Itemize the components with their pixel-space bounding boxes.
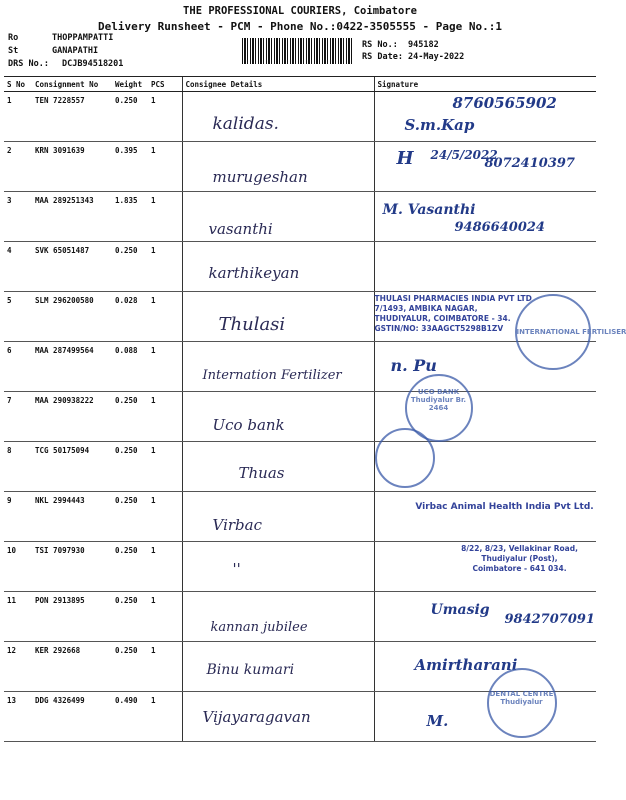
sno-cell: 13 <box>4 692 32 742</box>
col-sno: S No <box>4 77 32 92</box>
rs-date-value: 24-May-2022 <box>408 52 465 62</box>
table-row <box>4 92 596 142</box>
weight-cell: 0.250 <box>112 592 148 642</box>
consignment-cell: NKL 2994443 <box>32 492 112 542</box>
pcs-cell: 1 <box>148 192 182 242</box>
uco-stamp-place: Thudiyalur Br. <box>410 396 467 404</box>
consignee-cell <box>182 92 374 142</box>
consignee-cell <box>182 342 374 392</box>
consignee-cell <box>182 642 374 692</box>
consignee-cell <box>182 442 374 492</box>
sno-cell: 9 <box>4 492 32 542</box>
signature-cell <box>374 692 596 742</box>
consignment-cell: MAA 290938222 <box>32 392 112 442</box>
weight-cell: 0.250 <box>112 92 148 142</box>
pcs-cell: 1 <box>148 92 182 142</box>
signature-mark: H <box>396 148 414 169</box>
sno-cell: 5 <box>4 292 32 342</box>
consignment-cell: DDG 4326499 <box>32 692 112 742</box>
ro-value: THOPPAMPATTI <box>52 33 114 43</box>
table-row <box>4 292 596 342</box>
consignment-cell: MAA 289251343 <box>32 192 112 242</box>
consignee-handwriting: Vijayaragavan <box>202 708 311 726</box>
col-pcs: PCS <box>148 77 182 92</box>
pcs-cell: 1 <box>148 692 182 742</box>
signature-cell <box>374 642 596 692</box>
dental-stamp-place: Thudiyalur <box>500 698 543 706</box>
signature-scribble: Umasig <box>430 602 490 618</box>
signature-scribble: M. <box>426 712 449 730</box>
sno-cell: 8 <box>4 442 32 492</box>
virbac-stamp <box>415 502 595 512</box>
virbac-address-2: Thudiyalur (Post), <box>481 554 558 563</box>
dental-stamp-name: DENTAL CENTRE <box>489 690 554 698</box>
consignment-cell: TSI 7097930 <box>32 542 112 592</box>
signature-scribble: Amirtharani <box>414 656 518 674</box>
table-row <box>4 342 596 392</box>
table-row <box>4 142 596 192</box>
consignee-handwriting: Uco bank <box>212 416 285 434</box>
weight-cell: 0.250 <box>112 642 148 692</box>
st-label: St <box>8 46 19 56</box>
consignment-cell: KER 292668 <box>32 642 112 692</box>
stamp-address-2: THUDIYALUR, COIMBATORE - 34. <box>374 314 511 323</box>
weight-cell: 0.250 <box>112 542 148 592</box>
consignee-cell <box>182 292 374 342</box>
sno-cell: 10 <box>4 542 32 592</box>
consignee-cell <box>182 142 374 192</box>
consignee-handwriting: Thuas <box>238 464 285 482</box>
consignment-cell: KRN 3091639 <box>32 142 112 192</box>
col-signature: Signature <box>374 77 596 92</box>
uco-stamp-code: 2464 <box>428 404 449 412</box>
dental-centre-stamp <box>487 668 557 738</box>
virbac-address-1: 8/22, 8/23, Vellakinar Road, <box>461 544 578 553</box>
weight-cell: 1.835 <box>112 192 148 242</box>
consignee-cell <box>182 492 374 542</box>
consignee-cell <box>182 542 374 592</box>
signature-phone: 8072410397 <box>484 156 575 171</box>
signature-cell <box>374 542 596 592</box>
stamp-gst: GSTIN/NO: 33AAGCT5298B1ZV <box>374 324 504 333</box>
ro-label: Ro <box>8 33 19 43</box>
col-consignee: Consignee Details <box>182 77 374 92</box>
pcs-cell: 1 <box>148 292 182 342</box>
consignment-cell: SLM 296200580 <box>32 292 112 342</box>
signature-cell <box>374 242 596 292</box>
pcs-cell: 1 <box>148 242 182 292</box>
signature-cell <box>374 192 596 242</box>
pcs-cell: 1 <box>148 392 182 442</box>
signature-phone: 9486640024 <box>454 220 545 235</box>
weight-cell: 0.088 <box>112 342 148 392</box>
consignee-handwriting: murugeshan <box>212 168 308 186</box>
table-header-row <box>4 77 596 92</box>
signature-scribble: S.m.Kap <box>404 116 475 134</box>
runsheet-table <box>4 76 626 742</box>
signature-cell <box>374 92 596 142</box>
table-row <box>4 392 596 442</box>
rs-date-label: RS Date: <box>362 52 403 62</box>
fertiliser-stamp-text: INTERNATIONAL FERTILISER <box>516 328 626 336</box>
consignee-handwriting: '' <box>232 560 241 578</box>
virbac-address <box>445 544 595 574</box>
sno-cell: 1 <box>4 92 32 142</box>
runsheet-title: Delivery Runsheet - PCM - Phone No.:0422-3505555 - Page No.:1 <box>98 20 502 33</box>
rs-no-label: RS No.: <box>362 40 398 50</box>
weight-cell: 0.250 <box>112 492 148 542</box>
signature-cell <box>374 142 596 192</box>
signature-cell <box>374 292 626 342</box>
signature-cell <box>374 442 596 492</box>
signature-mark: n. Pu <box>390 356 437 375</box>
sno-cell: 12 <box>4 642 32 692</box>
table-row <box>4 492 596 542</box>
signature-phone: 8760565902 <box>452 94 557 112</box>
table-row <box>4 692 596 742</box>
consignment-cell: TEN 7228557 <box>32 92 112 142</box>
weight-cell: 0.028 <box>112 292 148 342</box>
signature-phone: 9842707091 <box>504 612 595 627</box>
sno-cell: 7 <box>4 392 32 442</box>
weight-cell: 0.250 <box>112 442 148 492</box>
pcs-cell: 1 <box>148 342 182 392</box>
consignee-cell <box>182 192 374 242</box>
consignee-handwriting: kalidas. <box>212 114 279 134</box>
table-row <box>4 242 596 292</box>
virbac-stamp-name: Virbac Animal Health India Pvt Ltd. <box>415 502 594 512</box>
sno-cell: 2 <box>4 142 32 192</box>
consignee-cell <box>182 592 374 642</box>
consignee-cell <box>182 392 374 442</box>
sno-cell: 3 <box>4 192 32 242</box>
table-row <box>4 542 596 592</box>
consignee-handwriting: Internation Fertilizer <box>202 368 342 383</box>
pcs-cell: 1 <box>148 542 182 592</box>
weight-cell: 0.395 <box>112 142 148 192</box>
sno-cell: 4 <box>4 242 32 292</box>
pcs-cell: 1 <box>148 142 182 192</box>
weight-cell: 0.250 <box>112 242 148 292</box>
sno-cell: 6 <box>4 342 32 392</box>
consignee-cell <box>182 242 374 292</box>
table-row <box>4 192 596 242</box>
table-row <box>4 592 596 642</box>
consignee-handwriting: vasanthi <box>208 220 273 238</box>
signature-cell <box>374 592 596 642</box>
consignee-handwriting: Binu kumari <box>206 662 295 678</box>
pcs-cell: 1 <box>148 492 182 542</box>
company-title: THE PROFESSIONAL COURIERS, Coimbatore <box>183 5 417 17</box>
col-consignment: Consignment No <box>32 77 112 92</box>
sno-cell: 11 <box>4 592 32 642</box>
signature-date: 24/5/2022 <box>430 148 498 162</box>
pcs-cell: 1 <box>148 592 182 642</box>
consignee-handwriting: karthikeyan <box>208 264 300 282</box>
signature-name: M. Vasanthi <box>382 202 476 218</box>
consignment-cell: TCG 50175094 <box>32 442 112 492</box>
signature-cell <box>374 492 596 542</box>
rs-no-value: 945182 <box>408 40 439 50</box>
consignee-handwriting: Thulasi <box>218 314 286 335</box>
col-weight: Weight <box>112 77 148 92</box>
uco-stamp-name: UCO BANK <box>417 388 460 396</box>
consignment-cell: MAA 287499564 <box>32 342 112 392</box>
consignment-cell: PON 2913895 <box>32 592 112 642</box>
barcode <box>242 38 354 64</box>
table-row <box>4 442 596 492</box>
drs-label: DRS No.: <box>8 59 49 69</box>
round-stamp-icon <box>375 428 435 488</box>
consignee-handwriting: kannan jubilee <box>210 620 308 635</box>
stamp-address-1: 7/1493, AMBIKA NAGAR, <box>374 304 478 313</box>
weight-cell: 0.250 <box>112 392 148 442</box>
consignee-handwriting: Virbac <box>212 516 262 534</box>
virbac-address-3: Coimbatore - 641 034. <box>472 564 567 573</box>
st-value: GANAPATHI <box>52 46 99 56</box>
signature-cell <box>374 342 596 392</box>
consignee-cell <box>182 692 374 742</box>
drs-value: DCJB94518201 <box>62 59 124 69</box>
weight-cell: 0.490 <box>112 692 148 742</box>
consignment-cell: SVK 65051487 <box>32 242 112 292</box>
pcs-cell: 1 <box>148 442 182 492</box>
stamp-company: THULASI PHARMACIES INDIA PVT LTD <box>374 294 532 303</box>
pcs-cell: 1 <box>148 642 182 692</box>
